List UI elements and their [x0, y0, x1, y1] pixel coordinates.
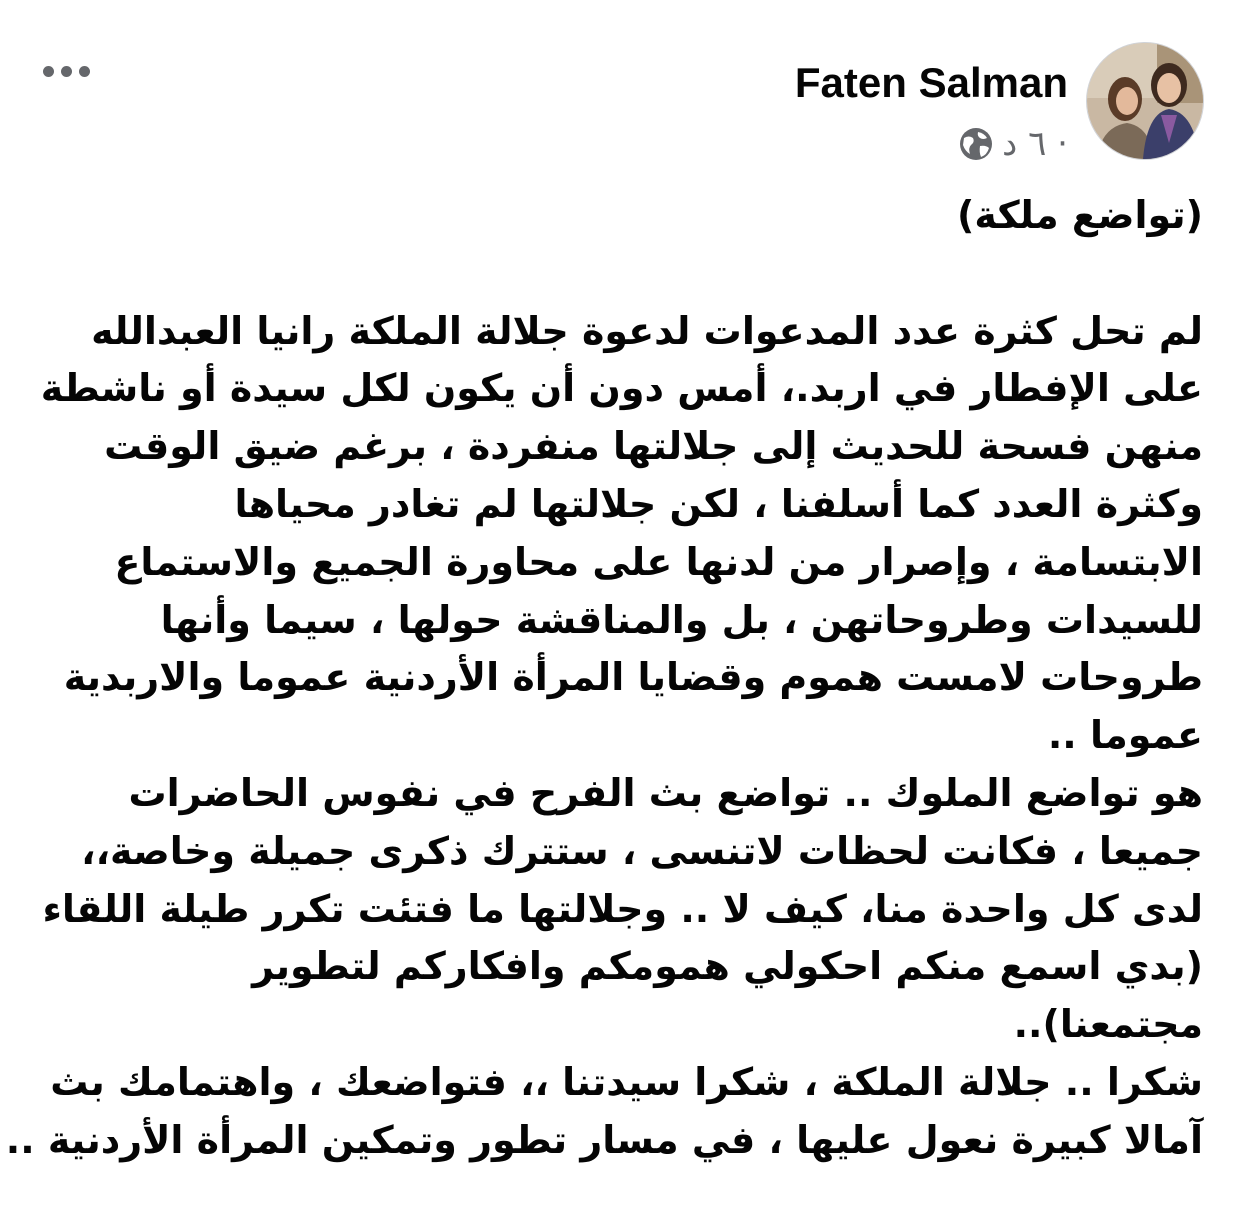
text-line: لم تحل كثرة عدد المدعوات لدعوة جلالة الملكة رانيا العبدالله — [91, 308, 1203, 353]
text-line: جميعا ، فكانت لحظات لاتنسى ، ستترك ذكرى جميلة وخاصة،، — [81, 828, 1203, 873]
post-text — [5, 187, 1203, 1170]
text-line: عموما .. — [1047, 713, 1203, 758]
more-dot-icon — [79, 66, 90, 77]
text-line: وكثرة العدد كما أسلفنا ، لكن جلالتها لم تغادر محياها — [234, 481, 1203, 526]
more-dot-icon — [43, 66, 54, 77]
avatar[interactable] — [1086, 42, 1204, 160]
text-line: منهن فسحة للحديث إلى جلالتها منفردة ، برغم ضيق الوقت — [104, 424, 1203, 469]
more-dot-icon — [61, 66, 72, 77]
post-meta — [958, 120, 1068, 168]
post-timestamp[interactable]: ٦ د · — [1002, 124, 1068, 164]
text-line: هو تواضع الملوك .. تواضع بث الفرح في نفوس الحاضرات — [128, 770, 1203, 815]
text-line: الابتسامة ، وإصرار من لدنها على محاورة الجميع والاستماع — [114, 539, 1203, 584]
text-line: (بدي اسمع منكم احكولي همومكم وافكاركم لتطوير — [252, 944, 1203, 989]
text-line: شكرا .. جلالة الملكة ، شكرا سيدتنا ،، فتواضعك ، واهتمامك بث — [50, 1059, 1203, 1104]
post-title: (تواضع ملكة) — [957, 193, 1203, 237]
text-line: مجتمعنا).. — [1013, 1002, 1203, 1047]
globe-icon — [958, 126, 994, 162]
text-line: للسيدات وطروحاتهن ، بل والمناقشة حولها ، سيما وأنها — [160, 597, 1203, 642]
text-line: على الإفطار في اربد.، أمس دون أن يكون لكل سيدة أو ناشطة — [40, 366, 1203, 411]
author-name[interactable]: Faten Salman — [794, 59, 1068, 106]
blank-line — [40, 245, 1203, 303]
more-options-button[interactable] — [34, 54, 98, 88]
text-line: طروحات لامست هموم وقضايا المرأة الأردنية عموما والاربدية — [63, 655, 1203, 700]
text-line: آمالا كبيرة نعول عليها ، في مسار تطور وتمكين المرأة الأردنية .. — [5, 1117, 1203, 1162]
text-line: لدى كل واحدة منا، كيف لا .. وجلالتها ما فتئت تكرر طيلة اللقاء — [42, 886, 1203, 931]
profile-photo-icon — [1087, 43, 1203, 159]
